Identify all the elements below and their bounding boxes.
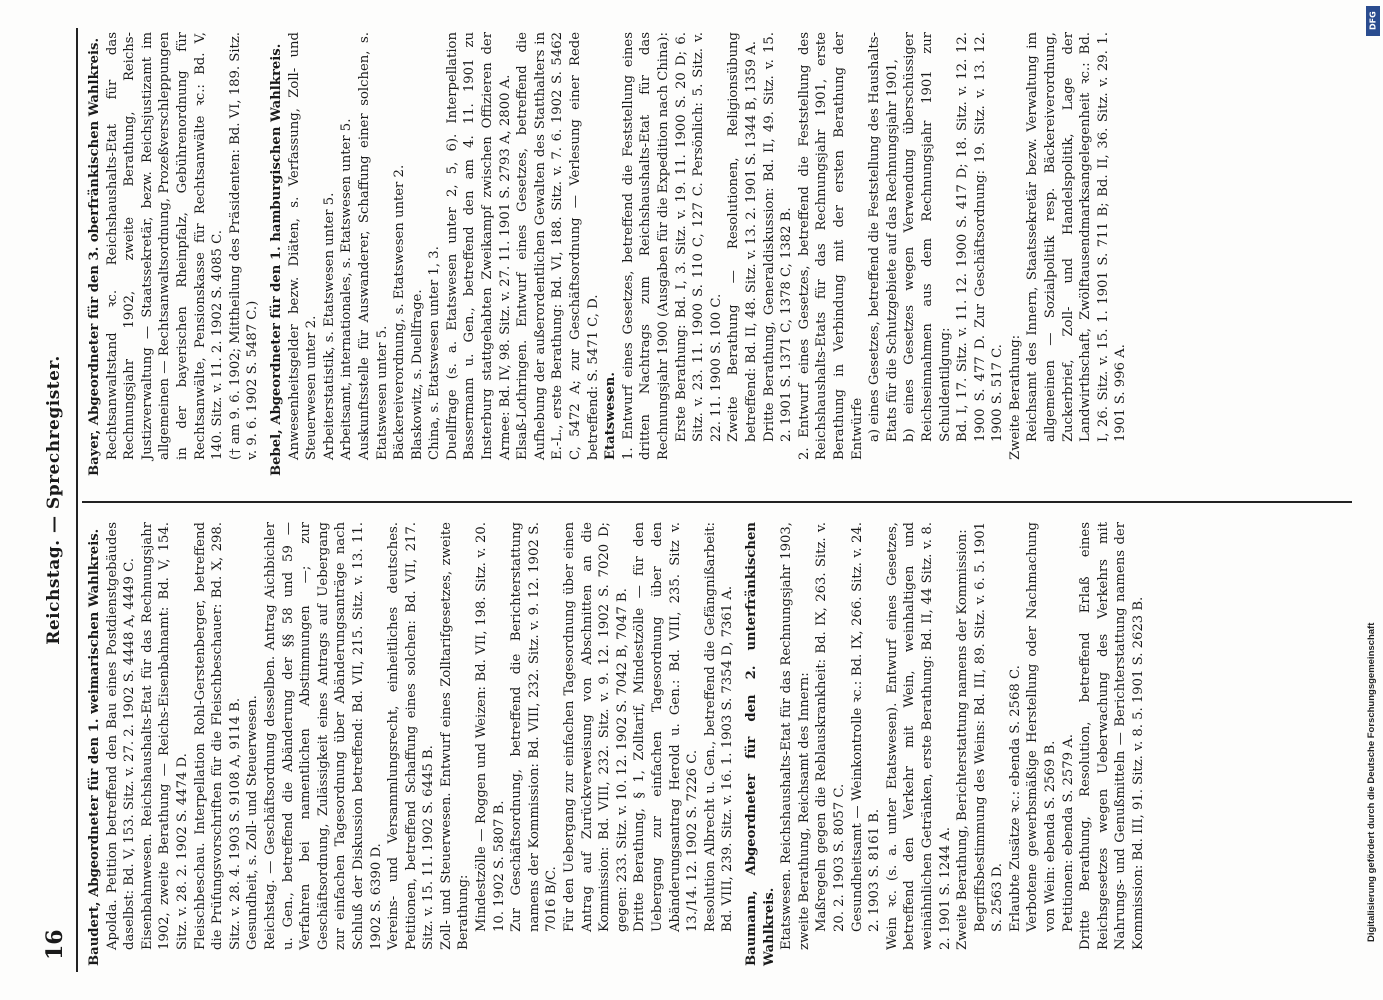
entry-line: Eisenbahnwesen. Reichshaushalts-Etat für das Rechnungsjahr 1902, zweite Berathung — Reichs-Eisenbahnamt: Bd. V, 154. Sitz. v. 28. 2. 1902 S. 4474 D. bbox=[139, 522, 190, 950]
entry-line: Auskunftsstelle für Auswanderer, Schaffung einer solchen, s. Etatswesen unter 5. bbox=[356, 32, 390, 460]
entry-heading: Bebel, Abgeordneter für den 1. hamburgischen Wahlkreis. bbox=[268, 43, 284, 476]
column-divider bbox=[82, 501, 1352, 503]
entry-line: Zoll- und Steuerwesen. Entwurf eines Zolltarifgesetzes, zweite Berathung: bbox=[438, 522, 472, 950]
entry-line: Begriffsbestimmung des Weins: Bd. III, 89. Sitz. v. 6. 5. 1901 S. 2563 D. bbox=[972, 522, 1006, 932]
entry-line: Mindestzölle — Roggen und Weizen: Bd. VII, 198. Sitz. v. 20. 10. 1902 S. 5807 B. bbox=[474, 522, 507, 932]
entry-line: Zweite Berathung — Resolutionen, Religionsübung betreffend: Bd. II, 48. Sitz. v. 13. 2. 1901 S. 1344 B, 1359 A. bbox=[726, 32, 759, 442]
entry-line: Arbeiterstatistik, s. Etatswesen unter 5. bbox=[321, 192, 337, 460]
entry-line: Bd. I, 17. Sitz. v. 11. 12. 1900 S. 417 D; 18. Sitz. v. 12. 12. 1900 S. 477 D. Zur Geschäftsordnung: 19. Sitz. v. 13. 12. 1900 S. 517 C. bbox=[955, 32, 1006, 442]
entry-heading: Baumann, Abgeordneter für den 2. unterfränkischen Wahlkreis. bbox=[743, 522, 777, 966]
entry-line: Zweite Berathung, Berichterstattung namens der Kommission: bbox=[955, 529, 971, 950]
entry-heading: Baudert, Abgeordneter für den 1. weimarischen Wahlkreis. bbox=[87, 528, 102, 966]
entry-line: Wein ꝛc. (s. a. unter Etatswesen). Entwurf eines Gesetzes, betreffend den Verkehr mit Wein, weinhaltigen und weinähnlichen Getränken, erste Berathung: Bd. II, 44 Sitz. v. 8. 2. 1901 S. 1244 A. bbox=[884, 522, 953, 950]
entry-line: Fleischbeschau. Interpellation Rohl-Gerstenberger, betreffend die Prüfungsvorschriften für die Fleischbeschauer: Bd. X, 298. Sitz. v. 28. 4. 1903 S. 9108 A, 9114 B. bbox=[192, 522, 243, 950]
entry-line: Zweite Berathung: bbox=[1007, 334, 1023, 460]
dfg-logo: DFG bbox=[1366, 6, 1380, 36]
entry-line: Maßregeln gegen die Reblauskrankheit: Bd. IX, 263. Sitz. v. 20. 2. 1903 S. 8057 C. bbox=[814, 522, 847, 932]
entry-line: Erste Berathung: Bd. I, 3. Sitz. v. 19. 11. 1900 S. 20 D; 6. Sitz. v. 23. 11. 1900 S. 110 C, 127 C. Persönlich: 5. Sitz. v. 22. 11. 1900 S. 100 C. bbox=[673, 32, 724, 442]
entry-line: († am 9. 6. 1902; Mittheilung des Präsidenten: Bd. VI, 189. Sitz. v. 9. 6. 1902 S. 5487 C.) bbox=[227, 32, 261, 460]
entry-line: Apolda. Petition betreffend den Bau eines Postdienstgebäudes daselbst: Bd. V, 153. Sitz. v. 27. 2. 1902 S. 4448 A, 4449 C. bbox=[104, 522, 138, 950]
entry-line: Gesundheitsamt — Weinkontrolle ꝛc.: Bd. IX, 266. Sitz. v. 24. 2. 1903 S. 8161 B. bbox=[849, 522, 883, 932]
entry-line: Petitionen: ebenda S. 2579 A. bbox=[1060, 734, 1076, 932]
entry-line: Anwesenheitsgelder bezw. Diäten, s. Verfassung, Zoll- und Steuerwesen unter 2. bbox=[286, 32, 320, 460]
entry-line: Arbeitsamt, internationales, s. Etatswesen unter 5. bbox=[339, 118, 355, 460]
left-column bbox=[86, 522, 1148, 966]
entry-line: Blaskowitz, s. Duellfrage. bbox=[409, 289, 425, 460]
entry-line: Etatswesen. Reichshaushalts-Etat für das Rechnungsjahr 1903, zweite Berathung, Reichsamt des Innern: bbox=[779, 522, 812, 950]
entry-line: 2. Entwurf eines Gesetzes, betreffend die Feststellung des Reichshaushalts-Etats für das Rechnungsjahr 1901, erste Berathung in Verbindung mit der ersten Berathung der Entwürfe bbox=[796, 32, 865, 460]
entry-heading: Bayer, Abgeordneter für den 3. oberfränkischen Wahlkreis. bbox=[87, 37, 102, 476]
entry-line: Duellfrage (s. a. Etatswesen unter 2, 5, 6). Interpellation Bassermann u. Gen., betreffend den am 4. 11. 1901 zu Insterburg stattgehabten Zweikampf zwischen Offizieren der Armee: Bd. IV, 98. Sitz. v. 27. 11. 1901 S. 2793 A, 2800 A. bbox=[444, 32, 513, 460]
entry-line: Dritte Berathung, Generaldiskussion: Bd. II, 49. Sitz. v. 15. 2. 1901 S. 1371 C, 1378 C, 1382 B. bbox=[761, 32, 795, 442]
right-column bbox=[86, 32, 1130, 476]
entry-line: Für den Uebergang zur einfachen Tagesordnung über einen Antrag auf Zurückverweisung von Abschnitten an die Kommission: Bd. VIII, 232. Sitz. v. 9. 12. 1902 S. 7020 D; gegen: 233. Sitz. v. 10. 12. 1902 S. 7042 B, 7047 B. bbox=[562, 522, 630, 932]
entry-line: 1. Entwurf eines Gesetzes, betreffend die Feststellung eines dritten Nachtrags zum Reichshaushalts-Etat für das Rechnungsjahr 1900 (Ausgaben für die Expedition nach China): bbox=[620, 32, 671, 460]
entry-line: Elsaß-Lothringen. Entwurf eines Gesetzes, betreffend die Aufhebung der außerordentlichen Gewalten des Statthalters in E.-L., erste Berathung: Bd. VI, 188. Sitz. v. 7. 6. 1902 S. 5462 C, 5472 A; zur Geschäftsordnung — Verlesung einer Rede betreffend: S. 5471 C, D. bbox=[515, 32, 601, 460]
entry-line: Zur Geschäftsordnung, betreffend die Berichterstattung namens der Kommission: Bd. VIII, 232. Sitz. v. 9. 12. 1902 S. 7016 B/C. bbox=[509, 522, 560, 932]
entry-line: Resolution Albrecht u. Gen., betreffend die Gefängnißarbeit: Bd. VIII, 239. Sitz. v. 16. 1. 1903 S. 7354 D, 7361 A. bbox=[702, 522, 736, 932]
entry-line: Verbotene gewerbsmäßige Herstellung oder Nachmachung von Wein: ebenda S. 2569 B. bbox=[1025, 522, 1059, 932]
entry-line: Reichsamt des Innern, Staatssekretär bezw. Verwaltung im allgemeinen — Sozialpolitik resp. Bäckereiverordnung, Zuckerbrief, Zoll- und Handelspolitik, Lage der Landwirthschaft, Zwölftausendmarksangelegenheit ꝛc.: Bd. I, 26. Sitz. v. 15. 1. 1901 S. 711 B; Bd. II, 36. Sitz. v. 29. 1. 1901 S. 996 A. bbox=[1025, 32, 1129, 442]
entry-line: a) eines Gesetzes, betreffend die Feststellung des Haushalts-Etats für die Schutzgebiete auf das Rechnungsjahr 1901, bbox=[867, 32, 900, 442]
entry-line: Gesundheit, s. Zoll- und Steuerwesen. bbox=[245, 695, 261, 950]
entry-line: Rechtsanwaltstand ꝛc. Reichshaushalts-Etat für das Rechnungsjahr 1902, zweite Berathung, Reichs-Justizverwaltung — Staatssekretär, bezw. Reichsjustizamt im allgemeinen — Rechtsanwaltsordnung, Prozeßverschleppungen in der bayerischen Rheinpfalz, Gebührenordnung für Rechtsanwälte, Pensionskasse für Rechtsanwälte ꝛc.: Bd. V, 140. Sitz. v. 11. 2. 1902 S. 4085 C. bbox=[104, 32, 226, 460]
header-rule bbox=[76, 28, 78, 972]
entry-line: Erlaubte Zusätze ꝛc.: ebenda S. 2568 C. bbox=[1007, 665, 1023, 932]
entry-line: Reichstag. — Geschäftsordnung desselben. Antrag Aichbichler u. Gen., betreffend die Abänderung der §§ 58 und 59 — Verfahren bei namentlichen Abstimmungen —; zur Geschäftsordnung, Zulässigkeit eines Antrags auf Uebergang zur einfachen Tagesordnung über Abänderungsanträge nach Schluß der Diskussion betreffend: Bd. VII, 215. Sitz. v. 13. 11. 1902 S. 6390 D. bbox=[262, 522, 384, 950]
entry-line: Dritte Berathung, Resolution, betreffend Erlaß eines Reichsgesetzes wegen Ueberwachung des Verkehrs mit Nahrungs- und Genußmitteln — Berichterstattung namens der Kommission: Bd. III, 91. Sitz. v. 8. 5. 1901 S. 2623 B. bbox=[1078, 522, 1147, 950]
entry-line: Vereins- und Versammlungsrecht, einheitliches deutsches. Petitionen, betreffend Schaffung eines solchen: Bd. VII, 217. Sitz. v. 15. 11. 1902 S. 6445 B. bbox=[386, 522, 437, 950]
entry-line: b) eines Gesetzes wegen Verwendung überschüssiger Reichseinnahmen aus dem Rechnungsjahr 1901 zur Schuldentilgung: bbox=[902, 32, 953, 442]
digitization-credit: Digitalisierung gefördert durch die Deutsche Forschungsgemeinschaft bbox=[1366, 622, 1377, 942]
page-number: 16 bbox=[42, 929, 68, 960]
running-head: Reichstag. — Sprechregister. bbox=[44, 355, 64, 645]
entry-line: China, s. Etatswesen unter 1, 3. bbox=[427, 246, 443, 460]
entry-line: Etatswesen. bbox=[603, 372, 619, 460]
entry-line: Bäckereiverordnung, s. Etatswesen unter 2. bbox=[392, 164, 408, 460]
entry-line: Dritte Berathung, § 1, Zolltarif, Mindestzölle — für den Uebergang zur einfachen Tagesordnung über den Abänderungsantrag Herold u. Gen.: Bd. VIII, 235. Sitz v. 13./14. 12. 1902 S. 7226 C. bbox=[632, 522, 701, 932]
